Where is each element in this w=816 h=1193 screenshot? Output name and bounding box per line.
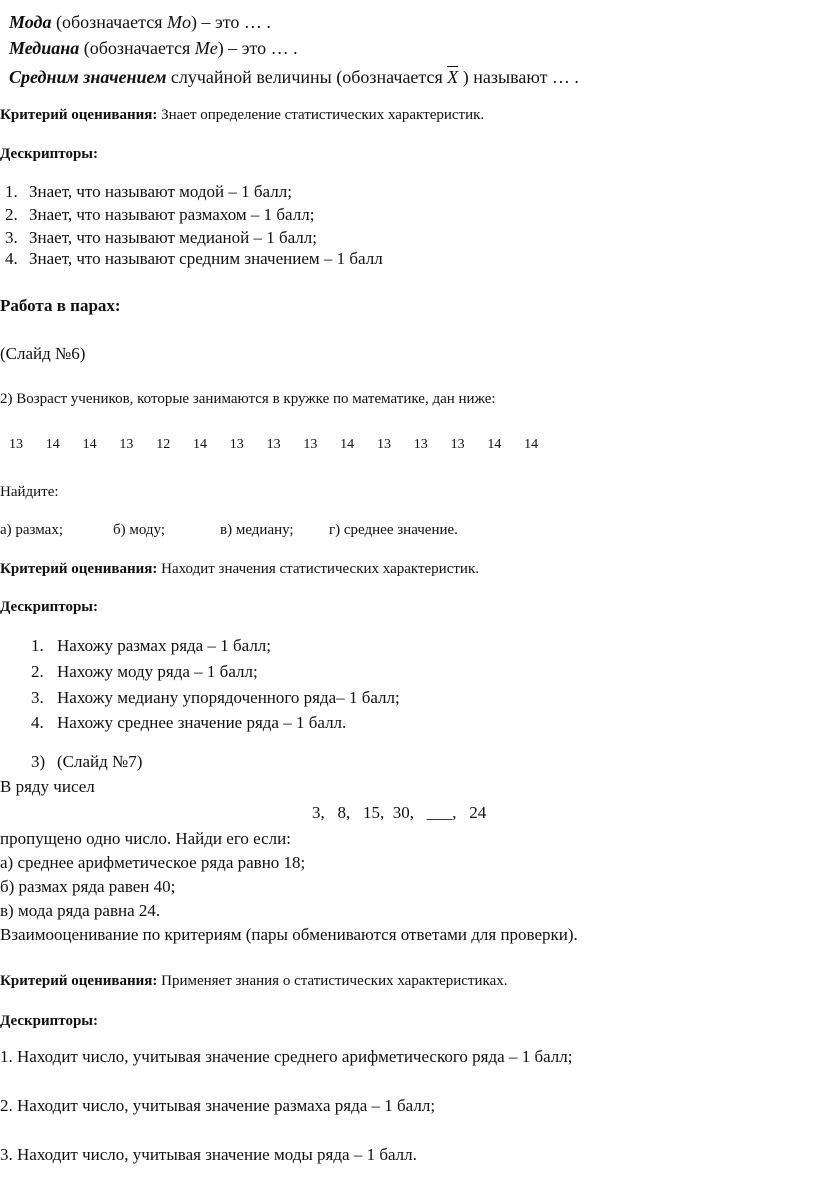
find-option-c: в) медиану;	[220, 522, 294, 538]
age-value: 13	[376, 437, 391, 452]
age-value: 12	[156, 437, 171, 452]
descriptors-title-2: Дескрипторы:	[0, 599, 98, 615]
descriptor-3-item-2: 2. Находит число, учитывая значение размаха ряда – 1 балл;	[0, 1096, 436, 1115]
list-item: 4. Нахожу среднее значение ряда – 1 балл.	[31, 713, 347, 732]
age-value: 14	[192, 437, 207, 452]
find-label: Найдите:	[0, 484, 59, 500]
age-value: 14	[524, 437, 539, 452]
age-value: 14	[45, 437, 60, 452]
number-series: 3, 8, 15, 30, ___, 24	[312, 803, 487, 822]
task-3-header: 3) (Слайд №7)	[31, 752, 143, 771]
descriptor-3-item-1: 1. Находит число, учитывая значение среднего арифметического ряда – 1 балл;	[0, 1047, 573, 1066]
find-option-b: б) моду;	[113, 522, 166, 538]
definition-median: Медиана (обозначается Me) – это … .	[9, 38, 298, 58]
age-value: 13	[119, 437, 134, 452]
slide-7-label: (Слайд №7)	[57, 752, 143, 771]
find-option-d: г) среднее значение.	[329, 522, 458, 538]
symbol-mean-xbar: X	[447, 67, 459, 87]
list-item: 3. Знает, что называют медианой – 1 балл;	[5, 228, 317, 247]
descriptors-title-1: Дескрипторы:	[0, 146, 98, 162]
age-value: 13	[229, 437, 244, 452]
term-mean: Средним значением	[9, 67, 167, 87]
definition-mean: Средним значением случайной величины (обозначается X ) называют … .	[9, 67, 579, 87]
task-3-missing: пропущено одно число. Найди его если:	[0, 829, 291, 848]
definition-mode: Мода (обозначается Mo) – это … .	[9, 12, 271, 32]
condition-b: б) размах ряда равен 40;	[0, 877, 176, 896]
term-median: Медиана	[9, 38, 80, 58]
term-mode: Мода	[9, 12, 52, 32]
list-item: 1. Знает, что называют модой – 1 балл;	[5, 182, 292, 201]
descriptors-title-3: Дескрипторы:	[0, 1013, 98, 1029]
pairs-title: Работа в парах:	[0, 296, 121, 315]
task-3-intro: В ряду чисел	[0, 777, 95, 796]
age-value: 13	[413, 437, 428, 452]
age-value: 13	[9, 437, 23, 452]
age-value: 14	[487, 437, 502, 452]
list-item: 2. Нахожу моду ряда – 1 балл;	[31, 662, 258, 681]
symbol-mode: Mo	[167, 12, 192, 32]
age-value: 13	[303, 437, 318, 452]
find-option-a: а) размах;	[0, 522, 63, 538]
age-value: 13	[450, 437, 465, 452]
list-item: 2. Знает, что называют размахом – 1 балл;	[5, 205, 315, 224]
list-item: 4. Знает, что называют средним значением – 1 балл	[5, 249, 383, 268]
task-2-text: 2) Возраст учеников, которые занимаются в кружке по математике, дан ниже:	[0, 391, 496, 407]
age-value: 14	[340, 437, 355, 452]
criterion-2: Критерий оценивания: Находит значения статистических характеристик.	[0, 561, 479, 577]
age-value: 13	[266, 437, 281, 452]
condition-a: а) среднее арифметическое ряда равно 18;	[0, 853, 306, 872]
list-item: 1. Нахожу размах ряда – 1 балл;	[31, 636, 272, 655]
peer-assessment: Взаимооценивание по критериям (пары обмениваются ответами для проверки).	[0, 925, 578, 944]
age-value: 14	[82, 437, 97, 452]
condition-c: в) мода ряда равна 24.	[0, 901, 161, 920]
symbol-median: Me	[194, 38, 218, 58]
criterion-1: Критерий оценивания: Знает определение статистических характеристик.	[0, 107, 485, 123]
descriptor-3-item-3: 3. Находит число, учитывая значение моды ряда – 1 балл.	[0, 1145, 417, 1164]
ages-row	[9, 437, 561, 453]
list-item: 3. Нахожу медиану упорядоченного ряда– 1 балл;	[31, 688, 400, 707]
criterion-3: Критерий оценивания: Применяет знания о статистических характеристиках.	[0, 973, 508, 989]
slide-6-label: (Слайд №6)	[0, 344, 86, 363]
